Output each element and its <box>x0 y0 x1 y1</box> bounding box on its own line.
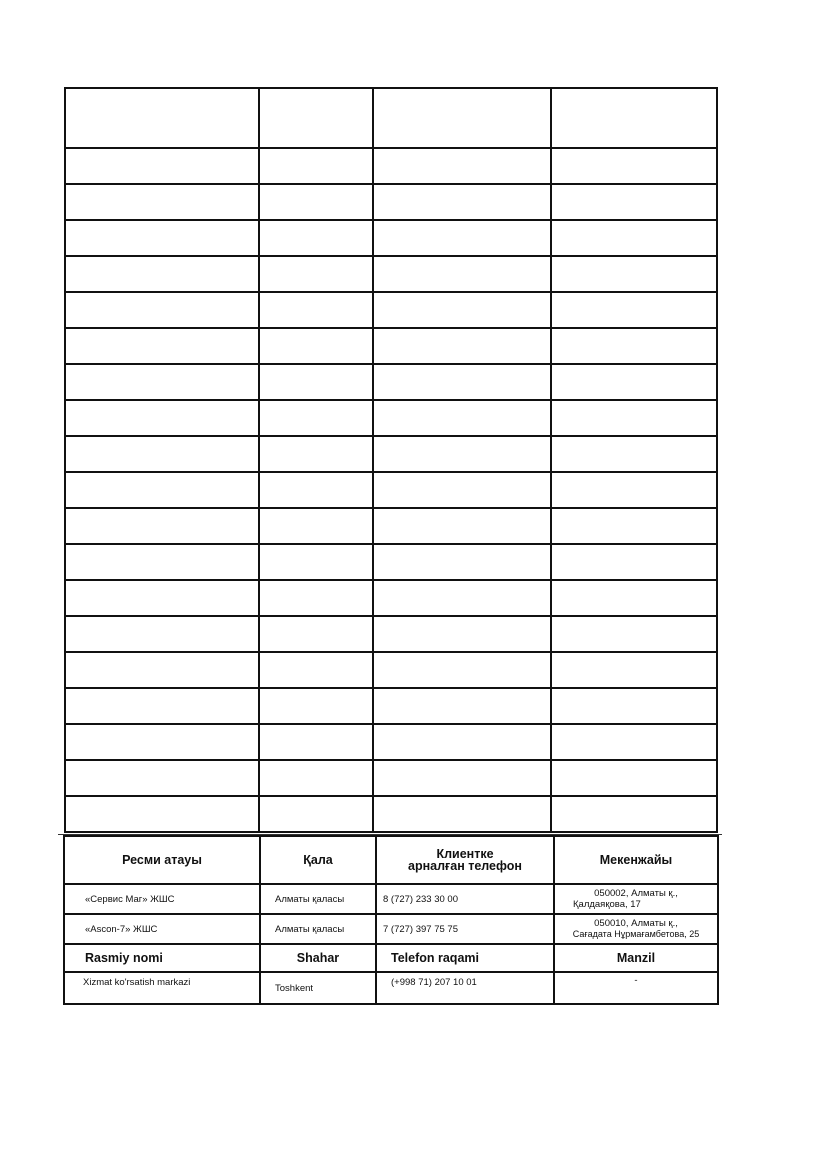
uz-header-name: Rasmiy nomi <box>64 944 260 972</box>
empty-table-row <box>65 256 717 292</box>
empty-table-row <box>65 616 717 652</box>
kz-row2-address <box>554 914 718 944</box>
empty-table-row <box>65 328 717 364</box>
kz-row2-city: Алматы қаласы <box>260 914 376 944</box>
empty-table-row <box>65 796 717 832</box>
empty-table-row <box>65 688 717 724</box>
empty-table-row <box>65 580 717 616</box>
service-centers-table <box>63 835 719 1005</box>
empty-service-table <box>64 87 718 833</box>
empty-table-row <box>65 472 717 508</box>
empty-table-row <box>65 220 717 256</box>
kz-header-row <box>64 836 718 884</box>
kz-header-phone-line1: Клиентке <box>436 847 494 861</box>
empty-table-row <box>65 292 717 328</box>
kz-row2-address-line2: Сағадата Нұрмағамбетова, 25 <box>572 929 700 939</box>
table-row <box>64 914 718 944</box>
empty-table-header-row <box>65 88 717 148</box>
kz-row1-name: «Сервис Маг» ЖШС <box>64 884 260 914</box>
empty-table-row <box>65 148 717 184</box>
kz-header-city: Қала <box>260 836 376 884</box>
uz-row1-address: - <box>554 972 718 1004</box>
uz-row1-city: Toshkent <box>260 972 376 1004</box>
kz-row1-address <box>554 884 718 914</box>
empty-table-row <box>65 760 717 796</box>
empty-table-row <box>65 364 717 400</box>
uz-header-address: Manzil <box>554 944 718 972</box>
uz-header-phone: Telefon raqami <box>376 944 554 972</box>
kz-row2-address-line1: 050010, Алматы қ., <box>594 918 678 929</box>
kz-header-name: Ресми атауы <box>64 836 260 884</box>
kz-row1-address-line1: 050002, Алматы қ., <box>594 888 678 899</box>
table-row <box>64 972 718 1004</box>
empty-table-row <box>65 436 717 472</box>
uz-row1-name: Xizmat ko'rsatish markazi <box>64 972 260 1004</box>
kz-row1-phone: 8 (727) 233 30 00 <box>376 884 554 914</box>
empty-table-row <box>65 544 717 580</box>
kz-row2-name: «Ascon-7» ЖШС <box>64 914 260 944</box>
kz-header-address: Мекенжайы <box>554 836 718 884</box>
kz-row1-address-line2: Қалдаяқова, 17 <box>573 899 641 910</box>
uz-row1-phone: (+998 71) 207 10 01 <box>376 972 554 1004</box>
uz-header-city: Shahar <box>260 944 376 972</box>
empty-table-row <box>65 400 717 436</box>
table-row <box>64 884 718 914</box>
kz-header-phone <box>376 836 554 884</box>
empty-table-row <box>65 724 717 760</box>
kz-row1-city: Алматы қаласы <box>260 884 376 914</box>
kz-row2-phone: 7 (727) 397 75 75 <box>376 914 554 944</box>
empty-table-row <box>65 184 717 220</box>
uz-header-row <box>64 944 718 972</box>
empty-table-row <box>65 652 717 688</box>
kz-header-phone-line2: арналған телефон <box>408 859 522 873</box>
empty-table-row <box>65 508 717 544</box>
